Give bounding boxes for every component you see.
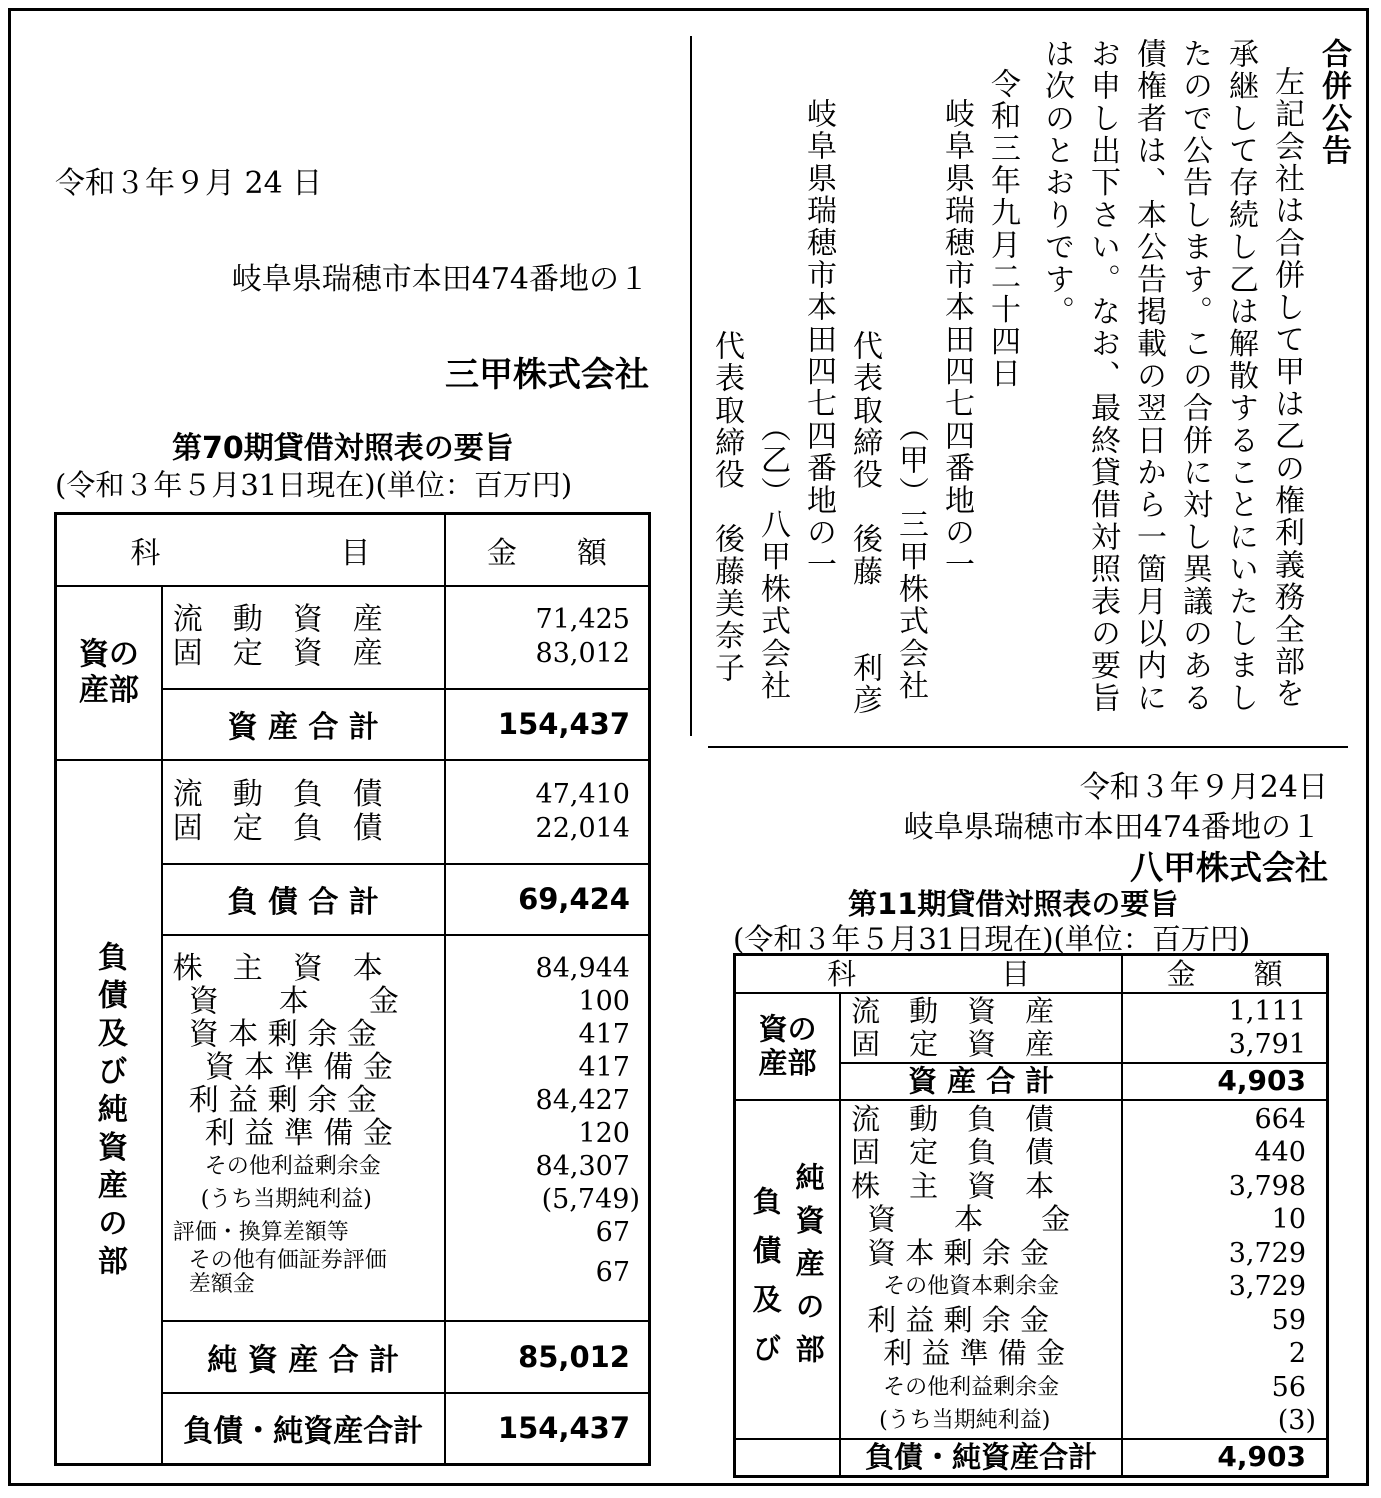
- right-item-value-8: 56: [1271, 1371, 1306, 1403]
- right-item-value-2: 3,798: [1228, 1170, 1306, 1202]
- left-equity-value-1: 100: [578, 985, 630, 1017]
- left-equity-value-0: 84,944: [535, 952, 630, 984]
- right-item-label-3: 資 本 金: [867, 1202, 1071, 1236]
- right-item-label-6: 利 益 剰 余 金: [867, 1302, 1050, 1337]
- left-assets-values: [445, 586, 650, 689]
- right-bs-subtitle: (令和３年５月31日現在)(単位：百万円): [733, 922, 1251, 956]
- right-item-label-8: その他利益剰余金: [883, 1374, 1060, 1400]
- left-equity-value-3: 417: [578, 1051, 630, 1083]
- right-liabilities-section: [735, 1100, 841, 1439]
- right-header-amount: 金 額: [1122, 955, 1327, 993]
- left-equity-label-1: 資 本 金: [188, 983, 399, 1019]
- notice-body-line-6: は次のとおりです。: [1039, 38, 1074, 328]
- right-fixed-assets-label: 固 定 資 産: [851, 1026, 1055, 1061]
- right-bs-title: 第11期貸借対照表の要旨: [848, 887, 1179, 921]
- left-equity-items: [162, 935, 445, 1321]
- right-current-assets-label: 流 動 資 産: [851, 993, 1055, 1028]
- right-total-liab-net-label: 負債・純資産合計: [840, 1439, 1122, 1477]
- notice-title: 合併公告: [1316, 38, 1351, 167]
- left-total-liab-value: 69,424: [445, 864, 650, 935]
- notice-rep-a: 代表取締役 後藤 利彦: [847, 330, 882, 717]
- left-equity-value-4: 84,427: [535, 1084, 630, 1116]
- right-item-label-0: 流 動 負 債: [851, 1101, 1055, 1136]
- left-address: 岐阜県瑞穂市本田474番地の１: [231, 262, 649, 297]
- right-item-value-7: 2: [1288, 1338, 1306, 1369]
- notice-body-line-4: 債権者は、本公告掲載の翌日から一箇月以内に: [1131, 38, 1166, 715]
- horizontal-divider: [708, 746, 1348, 748]
- left-equity-value-9: 67: [595, 1256, 630, 1288]
- left-equity-label-9b: 差額金: [188, 1271, 255, 1297]
- left-fixed-assets-value: 83,012: [535, 638, 630, 669]
- right-assets-items: [840, 993, 1122, 1063]
- left-equity-label-8: 評価・換算差額等: [172, 1219, 349, 1245]
- left-equity-values: [445, 935, 650, 1321]
- right-fixed-assets-value: 3,791: [1228, 1028, 1306, 1060]
- right-item-value-1: 440: [1254, 1137, 1306, 1168]
- right-liab-values: [1122, 1100, 1327, 1439]
- left-bs-subtitle: (令和３年５月31日現在)(単位：百万円): [55, 468, 573, 502]
- notice-body-line-2: 承継して存続し乙は解散することにいたしまし: [1223, 38, 1258, 715]
- right-item-label-7: 利 益 準 備 金: [883, 1336, 1066, 1370]
- left-total-net-assets-label: 純 資 産 合 計: [162, 1321, 445, 1393]
- left-header-amount: 金 額: [445, 514, 650, 586]
- left-fixed-assets-label: 固 定 資 産: [172, 636, 383, 671]
- notice-body-line-5: お申し出下さい。なお、最終貸借対照表の要旨: [1085, 38, 1120, 715]
- left-equity-label-0: 株 主 資 本: [172, 950, 383, 986]
- right-item-value-4: 3,729: [1228, 1237, 1306, 1269]
- left-liab-items: [162, 760, 445, 864]
- right-date: 令和３年９月24日: [1079, 770, 1328, 805]
- right-address: 岐阜県瑞穂市本田474番地の１: [903, 810, 1321, 845]
- left-equity-value-5: 120: [578, 1117, 630, 1149]
- left-assets-section: 資の産部: [56, 586, 162, 760]
- left-assets-items: [162, 586, 445, 689]
- right-item-label-2: 株 主 資 本: [851, 1168, 1055, 1203]
- left-company-name: 三甲株式会社: [445, 355, 649, 395]
- left-equity-value-8: 67: [595, 1216, 630, 1248]
- right-total-assets-label: 資 産 合 計: [840, 1063, 1122, 1100]
- left-total-net-assets-value: 85,012: [445, 1321, 650, 1393]
- right-total-assets-value: 4,903: [1122, 1063, 1327, 1100]
- right-item-value-9: (3): [1277, 1405, 1316, 1436]
- left-balance-sheet: [54, 512, 651, 1466]
- left-equity-label-3: 資 本 準 備 金: [204, 1049, 393, 1085]
- notice-company-a: （甲）三甲株式会社: [893, 412, 928, 702]
- right-header-item: 科 目: [735, 955, 1123, 993]
- right-item-label-9: (うち当期純利益): [879, 1408, 1051, 1433]
- right-liab-section-col1: 純資産の部: [791, 1161, 826, 1377]
- left-equity-label-6: その他利益剰余金: [204, 1153, 381, 1179]
- notice-address-b: 岐阜県瑞穂市本田四七四番地の一: [801, 98, 836, 581]
- right-assets-values: [1122, 993, 1327, 1063]
- left-fixed-liab-value: 22,014: [535, 812, 630, 844]
- left-liabilities-section: 負債及び純資産の部: [56, 760, 162, 1465]
- left-current-assets-label: 流 動 資 産: [172, 602, 383, 637]
- left-equity-value-6: 84,307: [535, 1150, 630, 1182]
- left-equity-label-2: 資 本 剰 余 金: [188, 1016, 377, 1052]
- right-item-label-1: 固 定 負 債: [851, 1135, 1055, 1169]
- right-item-value-5: 3,729: [1228, 1271, 1306, 1302]
- right-current-assets-value: 1,111: [1228, 995, 1306, 1027]
- right-item-value-3: 10: [1271, 1204, 1306, 1235]
- left-current-liab-label: 流 動 負 債: [172, 776, 383, 812]
- right-item-value-6: 59: [1271, 1304, 1306, 1336]
- right-balance-sheet: [733, 953, 1329, 1478]
- notice-company-b: （乙）八甲株式会社: [755, 412, 790, 702]
- left-bs-title: 第70期貸借対照表の要旨: [172, 431, 514, 466]
- left-equity-label-9: その他有価証券評価: [188, 1247, 387, 1273]
- left-equity-value-2: 417: [578, 1018, 630, 1050]
- left-liab-values: [445, 760, 650, 864]
- notice-address-a: 岐阜県瑞穂市本田四七四番地の一: [939, 98, 974, 581]
- left-equity-label-7: (うち当期純利益): [200, 1186, 372, 1212]
- left-total-liab-label: 負 債 合 計: [162, 864, 445, 935]
- right-assets-section: 資の産部: [735, 993, 841, 1100]
- left-fixed-liab-label: 固 定 負 債: [172, 810, 383, 846]
- left-total-assets-value: 154,437: [445, 689, 650, 760]
- notice-body-line-3: たので公告します。この合併に対し異議のある: [1177, 38, 1212, 715]
- left-total-liab-net-value: 154,437: [445, 1393, 650, 1465]
- right-blank-section-cell: [735, 1439, 841, 1477]
- notice-rep-b: 代表取締役 後藤美奈子: [709, 330, 744, 685]
- left-header-item: 科 目: [56, 514, 445, 586]
- right-liab-section-col2: 負債及び: [748, 1186, 783, 1382]
- left-current-assets-value: 71,425: [535, 604, 630, 635]
- left-total-assets-label: 資 産 合 計: [162, 689, 445, 760]
- right-total-liab-net-value: 4,903: [1122, 1439, 1327, 1477]
- left-current-liab-value: 47,410: [535, 778, 630, 810]
- left-equity-label-5: 利 益 準 備 金: [204, 1115, 393, 1151]
- right-liab-items: [840, 1100, 1122, 1439]
- left-total-liab-net-label: 負債・純資産合計: [162, 1393, 445, 1465]
- notice-body-line-1: 左記会社は合併して甲は乙の権利義務全部を: [1269, 66, 1304, 711]
- left-equity-label-4: 利 益 剰 余 金: [188, 1082, 377, 1118]
- right-item-label-4: 資 本 剰 余 金: [867, 1235, 1050, 1270]
- vertical-divider: [690, 36, 692, 736]
- right-item-value-0: 664: [1254, 1103, 1306, 1135]
- left-date: 令和３年９月 24 日: [55, 166, 323, 201]
- right-item-label-5: その他資本剰余金: [883, 1274, 1060, 1299]
- notice-date: 令和三年九月二十四日: [985, 68, 1020, 390]
- left-equity-value-7: (5,749): [541, 1183, 640, 1215]
- right-company-name: 八甲株式会社: [1130, 848, 1328, 887]
